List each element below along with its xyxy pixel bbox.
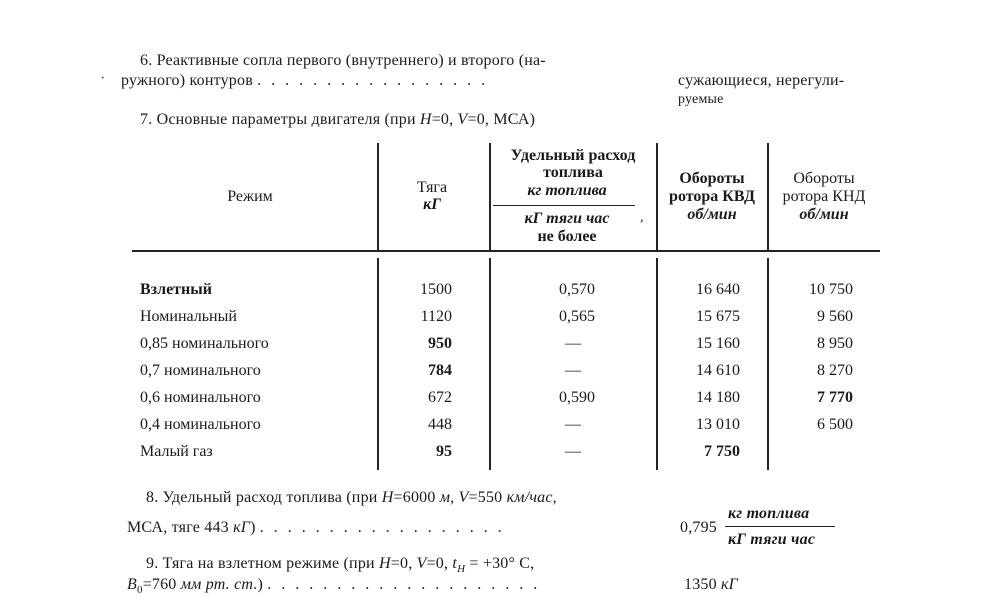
row-thrust: 1120 — [420, 308, 452, 325]
item9-b-sub: 0 — [136, 584, 143, 597]
header-hp-unit: об/мин — [687, 206, 737, 223]
item8-h: H — [381, 489, 394, 506]
row-thrust: 448 — [428, 416, 452, 433]
row-lp-rpm: 10 750 — [809, 281, 853, 298]
row-sfc: — — [565, 416, 581, 433]
row-thrust: 95 — [436, 443, 452, 460]
row-sfc: — — [565, 443, 581, 460]
header-lp-unit: об/мин — [799, 206, 849, 223]
item9-h: H — [379, 555, 391, 572]
row-hp-rpm: 15 160 — [696, 335, 740, 352]
row-sfc: 0,590 — [559, 389, 595, 406]
table-vline-2 — [489, 143, 491, 250]
header-lp-line2: ротора КНД — [782, 188, 866, 205]
item9-v: V — [416, 555, 427, 572]
table-vline-1b — [377, 258, 379, 470]
row-sfc: — — [565, 362, 581, 379]
header-hp-line2: ротора КВД — [669, 188, 755, 205]
row-mode: Номинальный — [140, 308, 237, 325]
table-vline-1 — [377, 143, 379, 250]
item6-line2-text: ружного) контуров — [121, 72, 253, 89]
row-sfc: 0,570 — [559, 281, 595, 298]
item8-value: 0,795 — [680, 519, 717, 536]
row-mode: 0,6 номинального — [140, 389, 261, 406]
row-thrust: 950 — [428, 335, 452, 352]
row-mode: 0,7 номинального — [140, 362, 261, 379]
row-thrust: 784 — [428, 362, 452, 379]
item7-prefix: 7. Основные параметры двигателя (при — [140, 111, 420, 128]
item9-t: t — [452, 555, 458, 572]
item6-value-line1: сужающиеся, нерегули- — [678, 72, 845, 89]
table-header-rule — [132, 250, 880, 252]
item7-h: H — [419, 111, 432, 128]
item8-eq-h: =6000 — [393, 489, 440, 506]
row-hp-rpm: 14 180 — [696, 389, 740, 406]
header-sfc-comma: , — [640, 210, 644, 225]
row-mode: 0,85 номинального — [140, 335, 269, 352]
item6-value-line2: руемые — [678, 92, 724, 107]
row-mode: 0,4 номинального — [140, 416, 261, 433]
table-vline-4b — [767, 258, 769, 470]
row-thrust: 1500 — [420, 281, 452, 298]
row-sfc: 0,565 — [559, 308, 595, 325]
item9-eq-h: =0, — [390, 555, 417, 572]
item8-line2 — [127, 519, 505, 537]
row-hp-rpm: 15 675 — [696, 308, 740, 325]
item8-trail: , — [552, 489, 557, 506]
item8-line1 — [146, 489, 557, 507]
item6-line1: 6. Реактивные сопла первого (внутреннего) и второго (на- — [140, 52, 546, 69]
header-lp-line1: Обороты — [793, 170, 855, 187]
table-vline-2b — [489, 258, 491, 470]
row-mode: Малый газ — [140, 443, 213, 460]
item8-frac-denominator: кГ тяги час — [728, 531, 816, 548]
header-sfc-note: не более — [537, 228, 597, 245]
header-sfc-numerator: кг топлива — [527, 182, 607, 199]
item8-dots: . . . . . . . . . . . . . . . . . . — [259, 519, 505, 536]
header-thrust: Тяга — [416, 179, 448, 196]
item9-value — [684, 576, 738, 594]
row-sfc: — — [565, 335, 581, 352]
item9-eq-v: =0, — [426, 555, 453, 572]
item9-value-unit: кГ — [721, 576, 738, 593]
item9-t-sub: H — [457, 563, 466, 576]
item9-eq-t: = +30° С, — [465, 555, 535, 572]
item8-comma: , — [450, 489, 459, 506]
header-sfc-line1: Удельный расход — [510, 147, 636, 164]
item6-dots: . . . . . . . . . . . . . . . . . — [257, 72, 489, 89]
row-lp-rpm: 6 500 — [817, 416, 853, 433]
margin-mark: · — [100, 70, 106, 87]
item8-unit: кГ — [233, 519, 251, 536]
item7-v: V — [457, 111, 468, 128]
header-mode: Режим — [227, 188, 273, 205]
row-lp-rpm: 8 270 — [817, 362, 853, 379]
header-sfc-fraction-line — [493, 205, 635, 206]
item6-line2 — [121, 72, 488, 90]
item8-frac-numerator: кг топлива — [728, 505, 810, 522]
row-lp-rpm: 8 950 — [817, 335, 853, 352]
item7-eq-h: =0, — [431, 111, 458, 128]
row-hp-rpm: 16 640 — [696, 281, 740, 298]
item9-line1 — [146, 555, 534, 578]
item9-prefix: 9. Тяга на взлетном режиме (при — [146, 555, 379, 572]
row-hp-rpm: 14 610 — [696, 362, 740, 379]
header-thrust-unit: кГ — [423, 196, 441, 213]
item8-prefix: 8. Удельный расход топлива (при — [146, 489, 382, 506]
row-thrust: 672 — [428, 389, 452, 406]
item8-m: м — [439, 489, 451, 506]
row-mode: Взлетный — [140, 281, 212, 298]
item8-close: ) — [250, 519, 256, 536]
item7-heading — [140, 111, 535, 129]
item9-close: ) — [257, 576, 264, 593]
item9-line2 — [127, 576, 540, 599]
header-hp-line1: Обороты — [679, 170, 745, 187]
header-sfc-denominator: кГ тяги час — [524, 210, 610, 227]
item9-b: B — [127, 576, 137, 593]
item8-v: V — [458, 489, 469, 506]
row-hp-rpm: 7 750 — [704, 443, 740, 460]
item8-speed-unit: км/час — [506, 489, 553, 506]
row-hp-rpm: 13 010 — [696, 416, 740, 433]
item9-dots: . . . . . . . . . . . . . . . . . . . . — [267, 576, 541, 593]
header-sfc-line2: топлива — [543, 164, 603, 181]
item8-fraction-line — [725, 526, 835, 527]
row-lp-rpm: 7 770 — [817, 389, 853, 406]
item9-eq-b: =760 — [142, 576, 181, 593]
item7-eq-v: =0, МСА) — [467, 111, 536, 128]
item8-line2-text: МСА, тяге 443 — [127, 519, 234, 536]
item9-value-number: 1350 — [684, 576, 721, 593]
item8-eq-v: =550 — [468, 489, 507, 506]
row-lp-rpm: 9 560 — [817, 308, 853, 325]
item9-b-unit: мм рт. ст. — [180, 576, 258, 593]
